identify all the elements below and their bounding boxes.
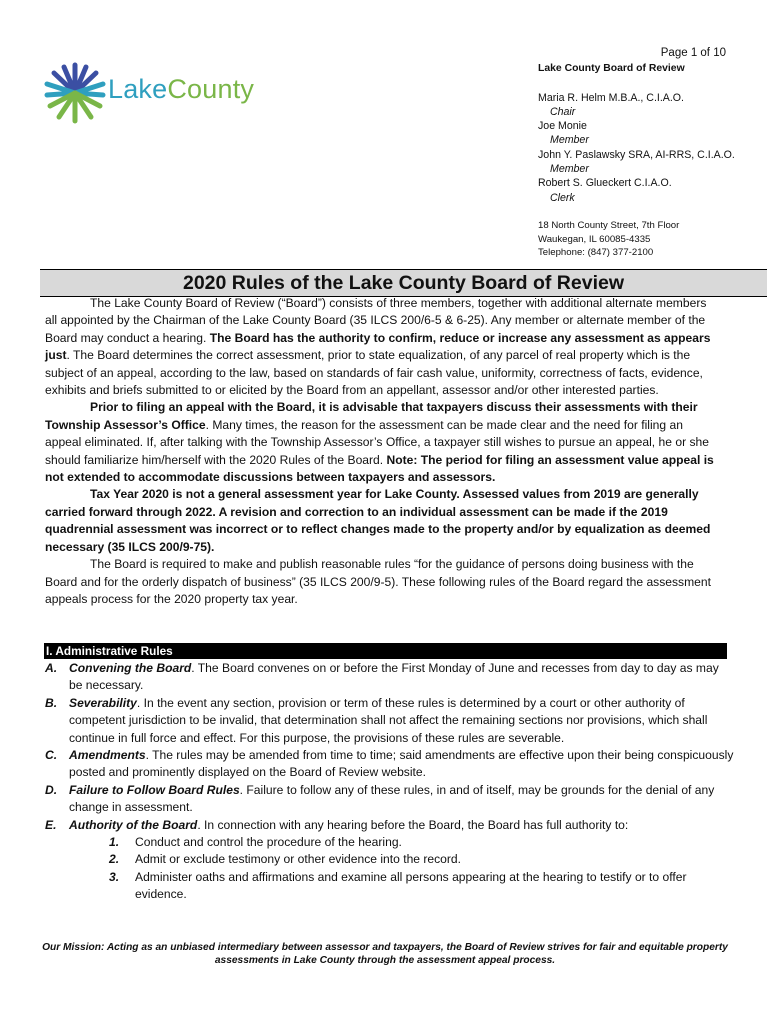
address-street: 18 North County Street, 7th Floor bbox=[538, 219, 680, 231]
address-city: Waukegan, IL 60085-4335 bbox=[538, 233, 651, 245]
rule-body: . Failure to follow any of these rules, in and of itself, may be grounds for the denial of any change in assessment. bbox=[69, 782, 715, 815]
rule-item bbox=[45, 817, 735, 834]
starburst-logo-icon bbox=[44, 62, 106, 124]
member-name: Maria R. Helm M.B.A., C.I.A.O. bbox=[538, 91, 684, 104]
member-role: Chair bbox=[550, 105, 576, 118]
rule-title: Authority of the Board bbox=[69, 817, 198, 832]
subitem-number: 2. bbox=[109, 852, 120, 867]
member-name: Joe Monie bbox=[538, 120, 587, 133]
rules-list bbox=[45, 660, 735, 904]
rule-title: Severability bbox=[69, 695, 137, 710]
rule-text bbox=[69, 747, 735, 782]
rule-title: Failure to Follow Board Rules bbox=[69, 782, 240, 797]
intro-p3-bold: Tax Year 2020 is not a general assessment year for Lake County. Assessed values from 2019 are generally carried forward through 2022. A revision and correction to an individual assessment can be made if the 2019 quadrennial assessment was incorrect or to reflect changes made to the property and/or by equalization as deemed necessary (35 ILCS 200/9-75). bbox=[45, 487, 711, 554]
rule-title: Amendments bbox=[69, 748, 146, 763]
rule-body: . In connection with any hearing before the Board, the Board has full authority to: bbox=[197, 817, 629, 832]
rule-text bbox=[69, 695, 735, 747]
member-role: Clerk bbox=[550, 191, 575, 204]
subitem-number: 1. bbox=[109, 835, 120, 850]
subitem-text: Conduct and control the procedure of the hearing. bbox=[135, 835, 402, 850]
rule-item bbox=[45, 695, 735, 747]
rule-body: . The rules may be amended from time to time; said amendments are effective upon their being conspicuously posted and prominently displayed on the Board of Review website. bbox=[69, 748, 734, 780]
logo-text-lake: Lake bbox=[108, 74, 168, 104]
rule-text bbox=[69, 817, 735, 834]
intro-paragraph-3 bbox=[45, 486, 721, 556]
intro-paragraph-4 bbox=[45, 556, 721, 608]
subitem-text: Admit or exclude testimony or other evidence into the record. bbox=[135, 852, 462, 867]
intro-section bbox=[45, 295, 721, 608]
rule-letter: D. bbox=[45, 782, 58, 797]
rule-letter: A. bbox=[45, 661, 58, 675]
logo-wordmark bbox=[108, 74, 254, 105]
intro-p2-bold: Prior to filing an appeal with the Board, it is advisable that taxpayers discuss their assessments with their Township Assessor’s Office bbox=[45, 400, 698, 432]
board-name: Lake County Board of Review bbox=[538, 63, 685, 75]
member-name: Robert S. Glueckert C.I.A.O. bbox=[538, 177, 672, 190]
authority-subitem bbox=[45, 851, 735, 868]
rule-item bbox=[45, 660, 735, 695]
intro-p1-bold: The Board has the authority to confirm, reduce or increase any assessment as appears just bbox=[45, 330, 711, 363]
rule-title: Convening the Board bbox=[69, 661, 192, 675]
intro-p1-text-end: . The Board determines the correct assessment, prior to state equalization, of any parcel of real property which is the subject of an appeal, according to the law, based on standards of fair cash value, uniformity, correctness of facts, evidence, exhibits and briefs submitted to or elicited by the Board from an appellant, assessor and/or other interested parties. bbox=[45, 348, 703, 398]
rule-letter: C. bbox=[45, 748, 58, 763]
page-number: Page 1 of 10 bbox=[660, 47, 726, 59]
rule-item bbox=[45, 782, 735, 817]
document-title: 2020 Rules of the Lake County Board of Review bbox=[40, 269, 767, 297]
intro-paragraph-2 bbox=[45, 399, 721, 486]
rule-letter: B. bbox=[45, 695, 58, 710]
rule-text bbox=[69, 782, 735, 817]
authority-subitem bbox=[45, 834, 735, 851]
rule-text bbox=[69, 660, 735, 695]
subitem-text: Administer oaths and affirmations and examine all persons appearing at the hearing to testify or to offer evidence. bbox=[135, 869, 687, 902]
board-contact-block bbox=[538, 46, 758, 260]
rule-letter: E. bbox=[45, 817, 57, 832]
rule-body: . In the event any section, provision or term of these rules is determined by a court or other authority of competent jurisdiction to be invalid, that determination shall not affect the remaining sections nor provisions, which shall continue in full force and effect. For this purpose, the provisions of these rules are severable. bbox=[69, 695, 708, 745]
address bbox=[538, 219, 758, 260]
logo-text-county: County bbox=[167, 74, 255, 104]
member-name: John Y. Paslawsky SRA, AI-RRS, C.I.A.O. bbox=[538, 148, 735, 161]
intro-paragraph-1 bbox=[45, 295, 721, 399]
section-heading: I. Administrative Rules bbox=[44, 643, 727, 659]
member-list bbox=[538, 91, 758, 205]
member-role: Member bbox=[550, 134, 589, 147]
rule-body: . The Board convenes on or before the First Monday of June and recesses from day to day as may be necessary. bbox=[69, 661, 719, 693]
intro-p2-text: . Many times, the reason for the assessment can be made clear and the need for filing an appeal eliminated. If, after talking with the Township Assessor’s Office, a taxpayer still wishes to pursue an appeal, he or she should familiarize him/herself with the 2020 Rules of the Board. bbox=[45, 417, 709, 467]
subitem-number: 3. bbox=[109, 869, 120, 884]
mission-footer: Our Mission: Acting as an unbiased intermediary between assessor and taxpayers, the Board of Review strives for fair and equitable property assessments in Lake County through the assessment appeal process. bbox=[42, 942, 728, 966]
address-phone: Telephone: (847) 377-2100 bbox=[538, 247, 654, 259]
intro-p4-text: The Board is required to make and publish reasonable rules “for the guidance of persons doing business with the Board and for the orderly dispatch of business” (35 ILCS 200/9-5). These following rules of the Board regard the assessment appeals process for the 2020 property tax year. bbox=[45, 557, 711, 606]
member-role: Member bbox=[550, 163, 589, 176]
intro-p1-text: The Lake County Board of Review (“Board”) consists of three members, together with additional alternate members all appointed by the Chairman of the Lake County Board (35 ILCS 200/6-5 & 6-25). Any member or alternate member of the Board may conduct a hearing. bbox=[45, 296, 707, 345]
intro-p2-note: Note: The period for filing an assessment value appeal is not extended to accommodate discussions between taxpayers and assessors. bbox=[45, 452, 714, 485]
lake-county-logo bbox=[44, 62, 264, 128]
rule-item bbox=[45, 747, 735, 782]
authority-subitem bbox=[45, 869, 735, 904]
